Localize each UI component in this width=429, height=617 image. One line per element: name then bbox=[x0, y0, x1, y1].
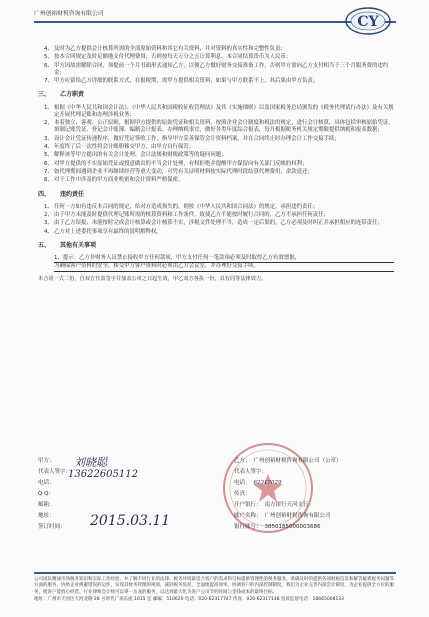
section3-item-number: 6、 bbox=[44, 160, 53, 167]
section4-item bbox=[38, 220, 394, 227]
section4-item-number: 2、 bbox=[44, 211, 53, 218]
section4-item bbox=[38, 229, 394, 236]
section3-item-number: 2、 bbox=[44, 120, 53, 127]
section3-item bbox=[38, 152, 394, 159]
section3-item-number: 1、 bbox=[44, 104, 53, 111]
party-b-phone-label: 电话： bbox=[234, 480, 251, 486]
section4-item bbox=[38, 212, 394, 219]
section-4-list bbox=[38, 204, 394, 236]
intro-list bbox=[38, 46, 394, 85]
party-b-account-label: 银行账号： bbox=[234, 524, 262, 530]
party-b-account-name-label: 账户名称： bbox=[234, 513, 262, 519]
party-a-label: 甲方： bbox=[38, 458, 55, 464]
party-b-rep-label: 代表人签字： bbox=[234, 469, 268, 475]
party-b-bank: 南方银行天河支行 bbox=[264, 502, 309, 508]
company-logo-icon bbox=[342, 6, 394, 36]
party-b-fax-label: 传真： bbox=[234, 491, 251, 497]
section3-item bbox=[38, 120, 394, 135]
section4-item-number: 3、 bbox=[44, 220, 53, 227]
party-a-address-label: 地址： bbox=[38, 513, 55, 519]
notice-line-1: 1、提示：乙方非财务人员禁止接收甲方任何款项，甲方支付任何一笔款项必须及时取得乙方有效票据， bbox=[54, 255, 394, 263]
section-4-title: 四、 违约责任 bbox=[38, 190, 85, 198]
intro-item-number: 5、 bbox=[44, 54, 53, 61]
party-a-email-label: 邮箱： bbox=[38, 502, 55, 508]
intro-item-number: 4、 bbox=[44, 46, 53, 52]
footer-rule bbox=[34, 572, 396, 574]
section3-item-number: 3、 bbox=[44, 135, 53, 142]
section3-item bbox=[38, 144, 394, 151]
section3-item-text: 根据《中华人民共和国会计法》、《中华人民共和国税收征收管理法》及其《实施细则》以及国家税务总局颁发的《税务代理试行办法》及有关规定开展代理记账和办理涉税业务； bbox=[54, 104, 394, 118]
section3-item-text: 如代理期间遇到企业不再继续经营等重大变动，可凭有关证明材料按实际代理时段结算代理费用，余款退还； bbox=[54, 168, 313, 175]
party-b-phone: 62317029 bbox=[253, 480, 282, 486]
party-b-account: 3850185000003686 bbox=[264, 524, 321, 530]
page-footer bbox=[34, 572, 396, 603]
intro-item-text: 及时为乙方提供会计核算所需的全部原始资料和其它有关资料，并对资料的真实性和完整性负责； bbox=[54, 46, 286, 52]
section3-item-text: 本着独立、客观、公正原则，根据甲方提供的原始凭证和相关资料，按照企业会计制度和税法的规定，进行会计核算，具体包括审核原始凭证、填制记账凭证、登记会计账簿、编制会计报表、办理纳税事宜，做好各类年度综合报表，每月根据税务机关规定期限提供纳税和报表数据； bbox=[54, 120, 394, 134]
section3-item-number: 7、 bbox=[44, 168, 53, 175]
section3-item bbox=[38, 105, 394, 120]
party-a-phone-label: 电话： bbox=[38, 480, 55, 486]
intro-item bbox=[38, 54, 394, 61]
section4-item-text: 任何一方如有违反本合同的规定，给对方造成损失的，则按《中华人民共和国合同法》的规定，承担违约责任； bbox=[54, 203, 319, 210]
signature-block bbox=[38, 456, 394, 556]
party-b-name: 广州创裕财税咨询有限公司（公章） bbox=[253, 458, 342, 464]
section3-item-text: 设计会计凭证传递程序，做好凭证签收工作，指导甲方妥善保管会计资料档案，并在合同终止时办理会计工作交接手续； bbox=[54, 135, 340, 142]
section3-item bbox=[38, 161, 394, 168]
intro-item-number: 6、 bbox=[44, 62, 53, 69]
intro-item bbox=[38, 46, 394, 53]
sign-date-label: 签订时间： bbox=[38, 524, 66, 530]
party-b-signature bbox=[234, 456, 394, 533]
logo-text: CY bbox=[357, 14, 379, 30]
section3-item-text: 对于工作中涉及的甲方商业机密和会计资料严格保密。 bbox=[54, 177, 184, 184]
section4-item-text: 由于甲方未能及时提供代理记账所需的核算资料和工作条件，致使乙方不能按时履行合同的，乙方不承担任何责任； bbox=[54, 211, 329, 218]
section3-item-number: 8、 bbox=[44, 177, 53, 184]
intro-item-text: 甲方应留给乙方详细的联系方式，在报税期，需甲方提供相关资料，如果与甲方联系不上，其后果由甲方负责。 bbox=[54, 78, 319, 85]
intro-item-text: 按本合同规定及时足额地支付代理费用，否则按每天万分之五计算利息，本合同结算货币为人民币； bbox=[54, 54, 292, 61]
section4-item-number: 4、 bbox=[44, 228, 53, 235]
section3-item bbox=[38, 169, 394, 176]
party-b-label: 乙方： bbox=[234, 458, 251, 464]
party-b-account-name: 广州创裕财税咨询有限公司 bbox=[264, 513, 331, 519]
section-5-notice bbox=[38, 255, 394, 272]
notice-line-2: 为确保客户资料的安全，移交甲方客户资料时必须由乙方会议室，并办理好交接手续。 bbox=[54, 263, 394, 271]
section-3-title: 三、 乙方职责 bbox=[38, 91, 85, 99]
section4-item-text: 乙方对上述委托事项享有最终的说明解释权。 bbox=[54, 228, 162, 235]
section3-item bbox=[38, 177, 394, 184]
section-5-title: 五、 其他有关事项 bbox=[38, 241, 97, 249]
party-a-rep-label: 代表人签字： bbox=[38, 469, 72, 475]
intro-item-text: 甲方因故需解除合同，须提前一个月书面形式通知乙方，以便乙方做好财务交接准备工作，否则甲方需向乙方支付相当于三个月服务费的违约金； bbox=[54, 62, 389, 76]
section3-item-number: 4、 bbox=[44, 144, 53, 151]
handwritten-phone: 13622605112 bbox=[68, 469, 138, 480]
section-3-list bbox=[38, 105, 394, 185]
section3-item bbox=[38, 136, 394, 143]
section4-item-text: 由于乙方误报、未能按时完成会计核算或会计核算不实，涉税文件处理不当，造成一定后果的，乙方必须及时纠正并承担相应的连带责任； bbox=[54, 220, 383, 227]
handwritten-date: 2015.03.11 bbox=[90, 513, 171, 529]
section3-item-text: 对甲方提供的不实原始凭证或授意做出的不当会计处理，有权拒绝并提醒甲方保留向有关部门反映的权利； bbox=[54, 160, 308, 167]
party-a-qq-label: Q Q： bbox=[38, 491, 54, 497]
footer-contact: 地址：广州市天河区天河北路 28 号时代广场东座 1015 室 邮编：510620 电话：020-62317747 传真：020-62317148 投诉监督电话：18665008133 bbox=[34, 596, 345, 602]
section3-item-text: 解释该等甲方提出的有关会计处理、会计法规和财税政策等的疑问问题； bbox=[54, 152, 227, 159]
party-a-signature bbox=[38, 456, 208, 533]
section4-item bbox=[38, 204, 394, 211]
header-company-name: 广州创裕财税咨询有限公司 bbox=[34, 11, 104, 17]
closing-statement: 本合同一式二份，自双方代表签字并加盖公章之日起生效，甲乙双方各执一份，具有同等法律效力。 bbox=[38, 275, 267, 282]
intro-item-number: 7、 bbox=[44, 78, 53, 85]
handwritten-signature: 刘晓聪 bbox=[74, 456, 107, 469]
contract-body bbox=[38, 46, 394, 283]
section3-item-text: 年度终了后一次性将会计账册移交甲方，由甲方自行保管； bbox=[54, 144, 195, 151]
page-header bbox=[34, 6, 396, 36]
section3-item-number: 5、 bbox=[44, 152, 53, 159]
footer-description: 公司团队精通市场税务知识和实际工作经验，并了解不同行业的法律、税务环境最适合客户的需求和目标提供管理性的税务服务。准确及时的提供各项财税信息和解答疑难税务问题等方面的服务，协助企业规避错误的运作、实现其财务管理的规划，减轻税务负担，全面地提高效率、协调客户的内部控制制度，我们为企业完善内部会计制度，为企业提供全方位的服务，使客户能放心经营。行业律师会计师可以零一岳龙的服务，以达到最大化为客户公司节约时间与金钱成本的最终目标。 bbox=[34, 577, 394, 595]
intro-item bbox=[38, 63, 394, 78]
intro-item bbox=[38, 78, 394, 85]
party-b-bank-label: 开户银行： bbox=[234, 502, 262, 508]
section4-item-number: 1、 bbox=[44, 203, 53, 210]
